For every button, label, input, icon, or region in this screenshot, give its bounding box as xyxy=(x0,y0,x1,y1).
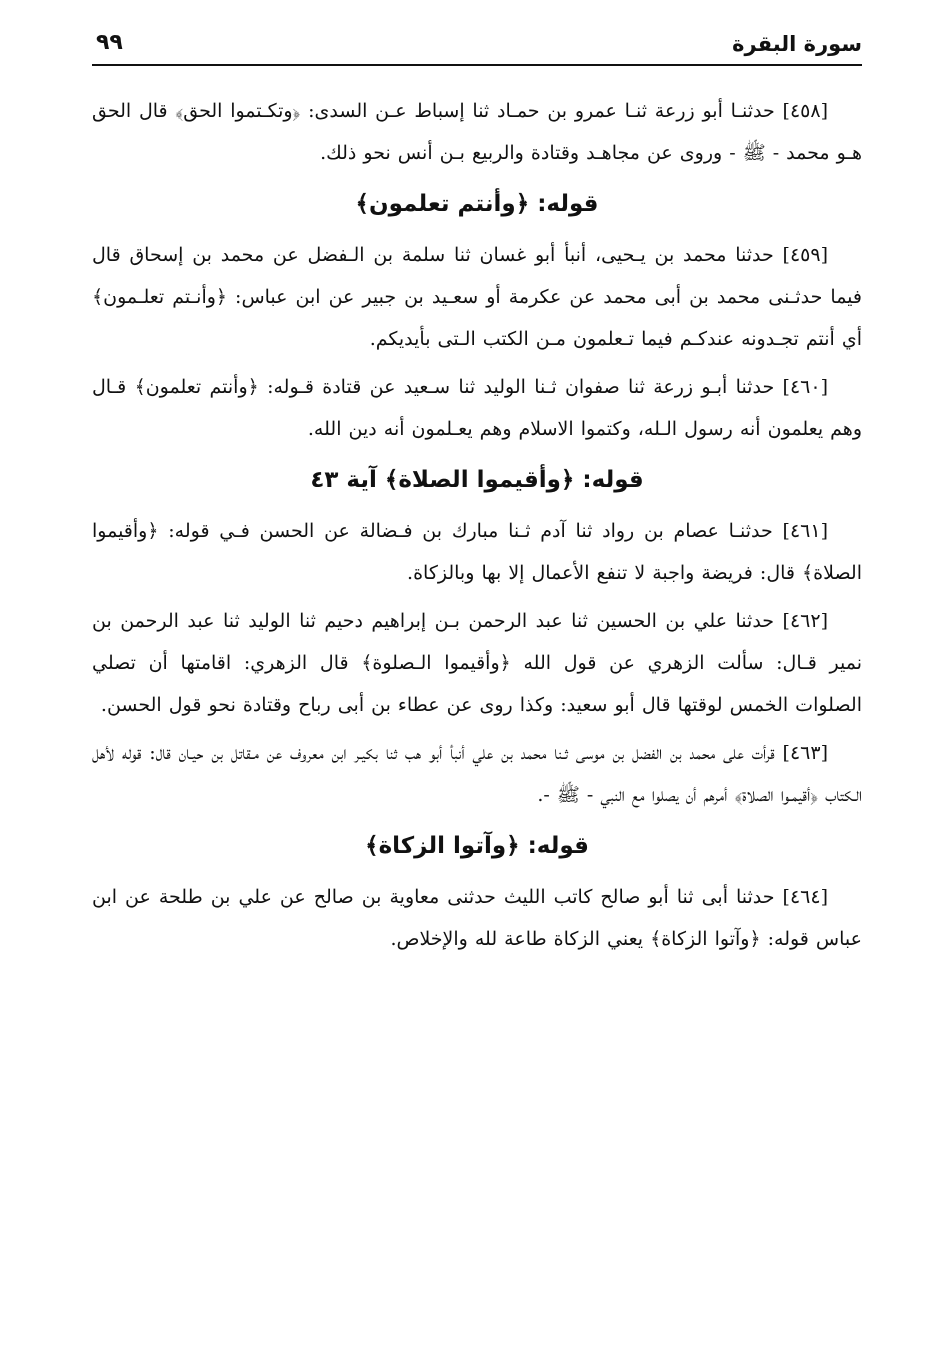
hadith-paragraph xyxy=(92,90,862,174)
page-number: ٩٩ xyxy=(96,30,123,55)
hadith-text: حدثنا محمد بن يـحيى، أنبأ أبو غسان ثنا سلمة بن الـفضل عن محمد بن إسحاق قال فيما حدثـنى محمد بن أبى محمد عن عكرمة أو سعـيد بن جبير عن ابن عباس: ﴿وأنـتم تعلـمون﴾ أي أنتم تجـدونه عندكـم فيما تـعلمون مـن الكتب الـتى بأيديكم. xyxy=(92,244,862,350)
hadith-paragraph xyxy=(92,732,862,816)
hadith-number: [٤٦٢] xyxy=(782,610,828,632)
hadith-text: حدثنا أبى ثنا أبو صالح كاتب الليث حدثنى معاوية بن صالح عن علي بن طلحة عن ابن عباس قوله: ﴿وآتوا الزكاة﴾ يعني الزكاة طاعة لله والإخلاص. xyxy=(92,886,862,950)
hadith-paragraph xyxy=(92,876,862,960)
hadith-number: [٤٥٩] xyxy=(782,244,828,266)
section-heading: قوله: ﴿وآتوا الزكاة﴾ xyxy=(365,833,589,859)
hadith-paragraph xyxy=(92,510,862,594)
page-header xyxy=(92,30,862,66)
hadith-paragraph xyxy=(92,234,862,360)
hadith-text: حدثنـا عصام بن رواد ثنا آدم ثـنا مبارك بن فـضالة عن الحسن فـي قوله: ﴿وأقيموا الصلاة﴾ قال: فريضة واجبة لا تنفع الأعمال إلا بها وبالزكاة. xyxy=(92,520,862,584)
hadith-number: [٤٦٣] xyxy=(782,742,828,764)
hadith-text: قرأت على محمد بن الفضل بن موسى ثـنا محمد بن علي أنبأ أبو هب ثنا بكيـر ابن معروف عن مـقاتل بن حيـان قال: قوله لأهل الـكتاب ﴿أقيمـوا الصلاة﴾ أمرهم أن يصلوا مع النبي - ﷺ -. xyxy=(92,742,862,806)
hadith-number: [٤٦٤] xyxy=(782,886,828,908)
hadith-number: [٤٦٠] xyxy=(782,376,828,398)
hadith-paragraph xyxy=(92,366,862,450)
hadith-number: [٤٥٨] xyxy=(782,100,828,122)
hadith-number: [٤٦١] xyxy=(782,520,828,542)
hadith-text: حدثنا أبـو زرعة ثنا صفوان ثـنا الوليد ثنا سـعيد عن قتادة قـوله: ﴿وأنتم تعلمون﴾ قـال وهم يعلمون أنه رسول الـله، وكتموا الاسلام وهم يعـلمون أنه دين الله. xyxy=(92,376,862,440)
section-heading: قوله: ﴿وأقيموا الصلاة﴾ آية ٤٣ xyxy=(310,467,644,493)
book-page xyxy=(92,30,862,966)
hadith-paragraph xyxy=(92,600,862,726)
hadith-text: حدثنا علي بن الحسين ثنا عبد الرحمن بـن إبراهيم دحيم ثنا الوليد ثنا عبد الرحمن بن نمير قـال: سألت الزهري عن قول الله ﴿وأقيموا الـصلوة﴾ قال الزهري: اقامتها أن تصلي الصلوات الخمس لوقتها قال أبو سعيد: وكذا روى عن عطاء بن أبى رباح وقتادة نحو قول الحسن. xyxy=(92,610,862,716)
hadith-text: حدثنـا أبو زرعة ثنـا عمرو بن حمـاد ثنا إسباط عـن السدى: ﴿وتكـتموا الحق﴾ قال الحق هـو محمد - ﷺ - وروى عن مجاهـد وقتادة والربيع بـن أنس نحو ذلك. xyxy=(92,100,862,164)
surah-name: سورة البقرة xyxy=(732,32,862,56)
page-content xyxy=(92,90,862,960)
section-heading: قوله: ﴿وأنتم تعلمون﴾ xyxy=(355,191,599,217)
